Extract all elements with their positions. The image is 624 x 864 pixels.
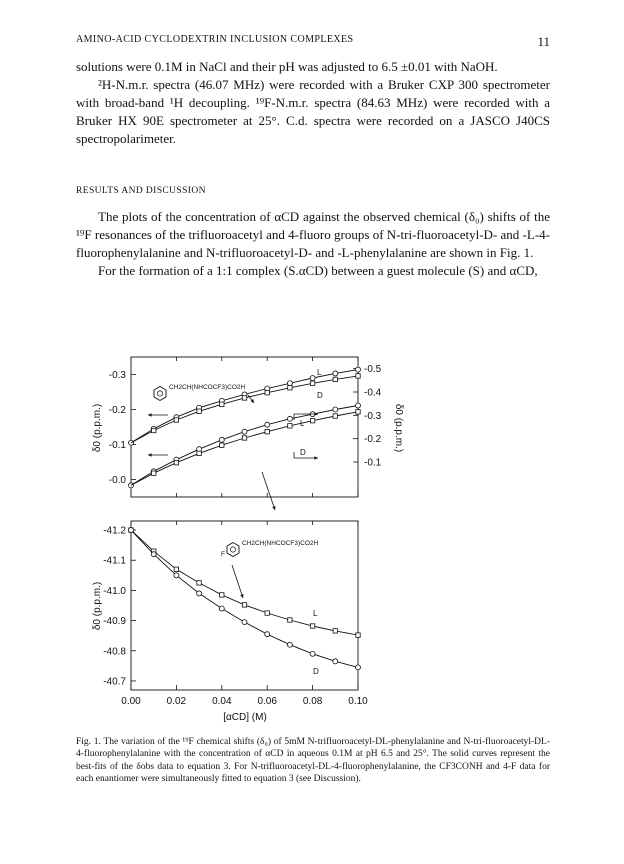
upper-right-tick-label: -0.2 xyxy=(364,434,382,446)
lower-series-label: D xyxy=(313,667,319,676)
upper-plot-frame xyxy=(131,357,358,497)
upper-data-point xyxy=(356,403,361,408)
lower-data-point xyxy=(310,651,315,656)
upper-series-label: D xyxy=(300,448,306,457)
upper-data-point xyxy=(265,391,269,395)
upper-data-point xyxy=(310,376,315,381)
lower-x-tick-label: 0.10 xyxy=(348,696,368,707)
structure-pointer-arrow-icon xyxy=(262,472,275,510)
lower-data-point xyxy=(333,629,337,633)
structure-pointer-arrow-icon-head xyxy=(240,594,243,598)
lower-data-point xyxy=(265,632,270,637)
left-axis-arrow-icon-head xyxy=(148,413,152,416)
structure-pointer-arrow-icon-head xyxy=(250,399,254,403)
lower-data-point xyxy=(287,642,292,647)
upper-data-point xyxy=(287,416,292,421)
upper-data-point xyxy=(220,443,224,447)
paragraph-nmr-methods: ²H-N.m.r. spectra (46.07 MHz) were recorded with a Bruker CXP 300 spectrometer with broad-band ¹H decoupling. ¹⁹F-N.m.r. spectra (84.63 MHz) were recorded with a Bruker HX 90E spectrometer at 25°. C.d. spectra were recorded on a JASCO J40CS spectropolarimeter. xyxy=(76,77,550,146)
structure-pointer-arrow-icon xyxy=(232,565,243,598)
lower-series-curve xyxy=(131,530,358,667)
upper-data-point xyxy=(174,418,178,422)
lower-data-point xyxy=(220,593,224,597)
upper-data-point xyxy=(242,436,246,440)
fluorobenzene-ring-icon xyxy=(227,543,239,557)
lower-x-tick-label: 0.06 xyxy=(257,696,277,707)
benzene-ring-icon xyxy=(154,387,166,401)
lower-data-point xyxy=(151,552,156,557)
lower-x-axis-label: [αCD] (M) xyxy=(223,712,267,723)
upper-data-point xyxy=(333,371,338,376)
upper-right-tick-label: -0.5 xyxy=(364,364,382,376)
upper-data-point xyxy=(174,461,178,465)
upper-data-point xyxy=(265,429,269,433)
lower-data-point xyxy=(197,591,202,596)
upper-data-point xyxy=(333,407,338,412)
upper-data-point xyxy=(219,437,224,442)
paragraph-solutions: solutions were 0.1M in NaCl and their pH was adjusted to 6.5 ±0.01 with NaOH. xyxy=(76,59,498,74)
running-title: AMINO-ACID CYCLODEXTRIN INCLUSION COMPLEXES xyxy=(76,34,354,45)
upper-data-point xyxy=(288,424,292,428)
upper-series-label: L xyxy=(300,419,305,428)
lower-data-point xyxy=(356,633,360,637)
page-number: 11 xyxy=(537,34,550,49)
lower-data-point xyxy=(356,665,361,670)
upper-data-point xyxy=(333,414,337,418)
upper-series-curve xyxy=(131,406,358,486)
structure-fluorine-label: F xyxy=(221,551,225,558)
lower-data-point xyxy=(174,573,179,578)
figure-caption: Fig. 1. The variation of the ¹⁹F chemical shifts (δ₀) of 5mM N-trifluoroacetyl-DL-phenylalanine and N-tri-fluoroacetyl-DL-4-fluorophenylalanine with the concentration of αCD in aqueous 0.1M at pH 6.5 and 25°. The solid curves represent the best-fits of the δobs data to equation 3. For N-trifluoroacetyl-DL-4-fluorophenylalanine, the CF3CONH and 4-F data for each enantiomer were simultaneously fitted to equation 3 (see Discussion). xyxy=(76,737,550,785)
upper-data-point xyxy=(356,367,361,372)
upper-left-tick-label: -0.0 xyxy=(108,475,126,486)
upper-left-tick-label: -0.3 xyxy=(108,370,126,381)
upper-data-point xyxy=(197,409,201,413)
lower-data-point xyxy=(333,659,338,664)
lower-y-tick-label: -41.0 xyxy=(103,585,126,597)
upper-data-point xyxy=(310,419,314,423)
upper-data-point xyxy=(152,428,156,432)
paragraph-complex: For the formation of a 1:1 complex (S.αCD) between a guest molecule (S) and αCD, xyxy=(98,263,538,278)
structure-pointer-arrow-icon-head xyxy=(272,506,275,510)
lower-x-tick-label: 0.04 xyxy=(212,696,232,707)
upper-data-point xyxy=(356,374,360,378)
upper-data-point xyxy=(356,410,360,414)
right-axis-arrow-icon-head xyxy=(314,456,318,459)
upper-series-label: L xyxy=(317,368,322,377)
upper-data-point xyxy=(333,377,337,381)
structure-fluorophenylalanine xyxy=(221,540,319,558)
lower-y-tick-label: -41.2 xyxy=(103,525,126,537)
upper-right-axis-label: δ0 (p.p.m.) xyxy=(393,403,404,453)
upper-left-tick-label: -0.1 xyxy=(108,440,126,451)
section-heading: RESULTS AND DISCUSSION xyxy=(76,186,206,196)
left-axis-arrow-icon-head xyxy=(148,453,152,456)
upper-data-point xyxy=(288,386,292,390)
lower-x-tick-label: 0.08 xyxy=(302,696,323,707)
upper-right-tick-label: -0.4 xyxy=(364,387,382,399)
lower-y-tick-label: -40.8 xyxy=(103,646,126,658)
upper-left-axis-label: δ0 (p.p.m.) xyxy=(92,403,103,453)
lower-data-point xyxy=(288,618,292,622)
lower-data-point xyxy=(129,528,134,533)
upper-right-tick-label: -0.3 xyxy=(364,410,382,422)
structure-formula-top: CH2CH(NHCOCF3)CO2H xyxy=(169,384,246,391)
upper-data-point xyxy=(242,429,247,434)
lower-data-point xyxy=(242,620,247,625)
upper-data-point xyxy=(242,396,246,400)
lower-x-tick-label: 0.02 xyxy=(166,696,187,707)
lower-data-point xyxy=(310,624,314,628)
lower-y-axis-label: δ0 (p.p.m.) xyxy=(92,581,103,631)
lower-data-point xyxy=(219,606,224,611)
upper-series-label: D xyxy=(317,391,323,400)
lower-data-point xyxy=(174,567,178,571)
upper-data-point xyxy=(287,381,292,386)
upper-data-point xyxy=(265,422,270,427)
lower-data-point xyxy=(265,611,269,615)
lower-series-label: L xyxy=(313,609,318,618)
upper-data-point xyxy=(220,402,224,406)
lower-y-tick-label: -41.1 xyxy=(103,555,126,567)
upper-data-point xyxy=(310,381,314,385)
paragraph-results: The plots of the concentration of αCD against the observed chemical (δ₀) shifts of the ¹⁹F resonances of the trifluoroacetyl and 4-fluoro groups of N-tri-fluoroacetyl-D- and -L-4-fluorophenylalanine and N-trifluoroacetyl-D- and -L-phenylalanine are shown in Fig. 1. xyxy=(76,209,550,260)
lower-y-tick-label: -40.7 xyxy=(103,676,126,688)
lower-data-point xyxy=(197,581,201,585)
lower-x-tick-label: 0.00 xyxy=(121,696,141,707)
upper-data-point xyxy=(129,483,134,488)
upper-right-tick-label: -0.1 xyxy=(364,457,382,469)
upper-data-point xyxy=(197,451,201,455)
structure-formula-bottom: CH2CH(NHCOCF3)CO2H xyxy=(242,540,319,547)
upper-data-point xyxy=(152,471,156,475)
lower-y-tick-label: -40.9 xyxy=(103,616,126,628)
upper-left-tick-label: -0.2 xyxy=(108,405,126,416)
lower-data-point xyxy=(242,603,246,607)
